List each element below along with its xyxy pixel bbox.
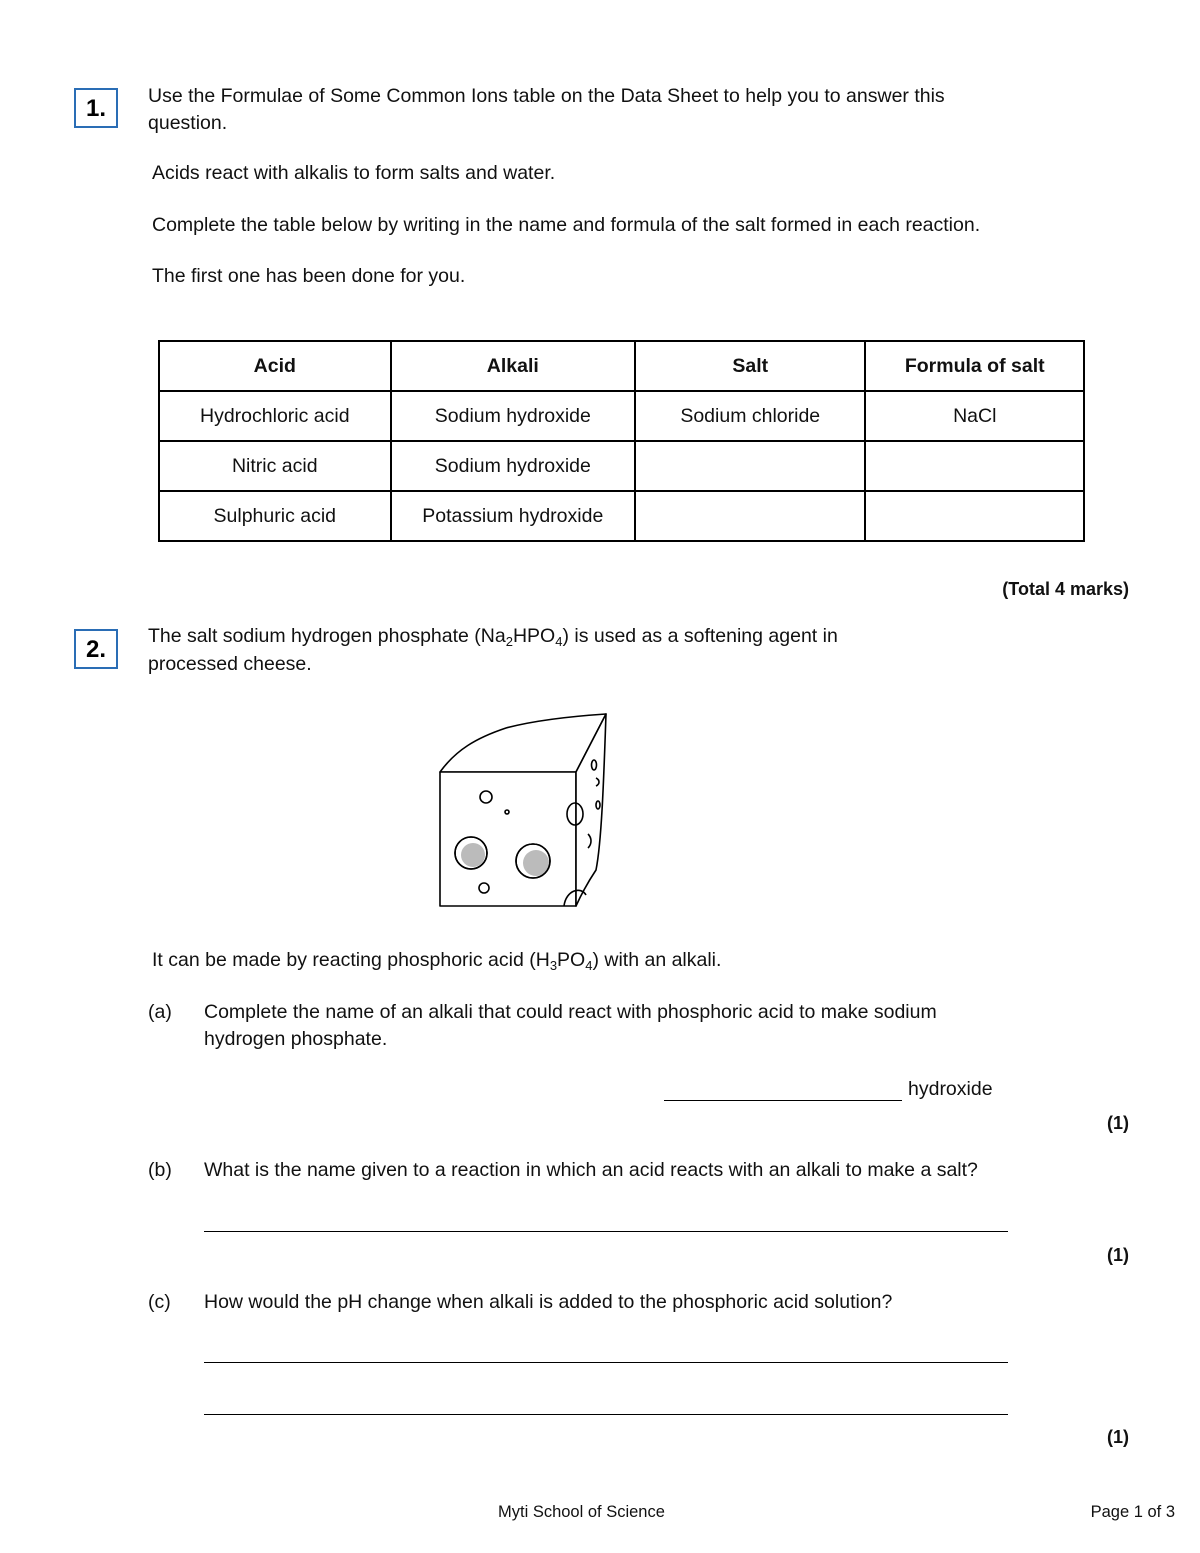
part-a-question-line2: hydrogen phosphate. [204,1028,388,1050]
part-c-marks: (1) [1107,1427,1129,1447]
cell-formula-answer[interactable] [865,491,1084,541]
part-c-answer-line-1[interactable] [204,1362,1008,1363]
q2-intro-line1: The salt sodium hydrogen phosphate $(Na_2HPO_4)$ is used as a softening agent in [148,625,838,649]
part-b-answer-line[interactable] [204,1231,1008,1232]
part-a-answer-line[interactable] [664,1100,902,1101]
question-number-1: 1. [74,88,118,128]
part-a-answer-suffix: hydroxide [908,1078,993,1100]
q2-made-text: It can be made by reacting phosphoric acid $(H_3PO_4)$ with an alkali. [152,949,722,973]
part-b-question: What is the name given to a reaction in which an acid reacts with an alkali to make a salt? [204,1159,978,1181]
header-alkali: Alkali [391,341,635,391]
cell-alkali: Sodium hydroxide [391,391,635,441]
q1-intro-line1: Use the Formulae of Some Common Ions table on the Data Sheet to help you to answer this [148,85,945,107]
part-a-question-line1: Complete the name of an alkali that could react with phosphoric acid to make sodium [204,1001,937,1023]
part-b-marks: (1) [1107,1245,1129,1265]
cell-formula-answer[interactable] [865,441,1084,491]
part-b-label: (b) [148,1159,172,1181]
part-a-label: (a) [148,1001,172,1023]
footer-page-number: Page 1 of 3 [1090,1503,1175,1521]
q1-example-note: The first one has been done for you. [152,265,466,287]
header-acid: Acid [159,341,391,391]
q1-intro-line2: question. [148,112,228,134]
cheese-illustration [436,710,616,910]
table-row [159,491,1084,541]
q2-intro-line2: processed cheese. [148,653,312,675]
cell-salt: Sodium chloride [635,391,865,441]
cell-salt-answer[interactable] [635,441,865,491]
cell-acid: Hydrochloric acid [159,391,391,441]
header-salt: Salt [635,341,865,391]
cell-alkali: Potassium hydroxide [391,491,635,541]
question-number-2: 2. [74,629,118,669]
footer-school-name: Myti School of Science [498,1503,665,1521]
part-a-marks: (1) [1107,1113,1129,1133]
cell-acid: Sulphuric acid [159,491,391,541]
part-c-question: How would the pH change when alkali is added to the phosphoric acid solution? [204,1291,893,1313]
cell-acid: Nitric acid [159,441,391,491]
part-c-label: (c) [148,1291,171,1313]
table-row [159,391,1084,441]
table-header-row [159,341,1084,391]
header-formula: Formula of salt [865,341,1084,391]
q1-total-marks: (Total 4 marks) [1002,579,1129,599]
q1-statement: Acids react with alkalis to form salts and water. [152,162,556,184]
cell-alkali: Sodium hydroxide [391,441,635,491]
q1-instruction: Complete the table below by writing in the name and formula of the salt formed in each reaction. [152,214,981,236]
salt-table [158,340,1085,542]
cell-formula: NaCl [865,391,1084,441]
table-row [159,441,1084,491]
part-c-answer-line-2[interactable] [204,1414,1008,1415]
cell-salt-answer[interactable] [635,491,865,541]
